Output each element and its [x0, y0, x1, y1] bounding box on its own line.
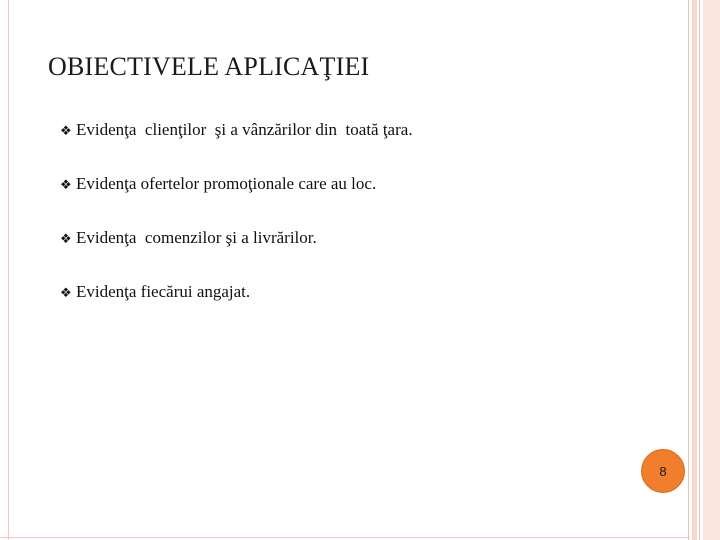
- frame-bottom-line: [0, 537, 690, 538]
- diamond-bullet-icon: ❖: [60, 285, 72, 300]
- page-number-badge: 8: [641, 449, 685, 493]
- bullet-text: Evidenţa ofertelor promoţionale care au loc.: [76, 174, 377, 193]
- bullet-item: [60, 228, 413, 282]
- bullet-item: [60, 282, 413, 336]
- decorative-stripe: [692, 0, 697, 540]
- bullet-item: [60, 120, 413, 174]
- decorative-stripe: [699, 0, 700, 540]
- bullet-list: [60, 120, 413, 336]
- bullet-item: [60, 174, 413, 228]
- bullet-text: Evidenţa fiecărui angajat.: [76, 282, 251, 301]
- frame-left-line: [8, 0, 9, 540]
- decorative-stripe: [703, 0, 720, 540]
- decorative-stripe: [688, 0, 689, 540]
- bullet-text: Evidenţa clienţilor şi a vânzărilor din toată ţara.: [76, 120, 413, 139]
- diamond-bullet-icon: ❖: [60, 231, 72, 246]
- diamond-bullet-icon: ❖: [60, 177, 72, 192]
- diamond-bullet-icon: ❖: [60, 123, 72, 138]
- bullet-text: Evidenţa comenzilor şi a livrărilor.: [76, 228, 317, 247]
- slide-title: OBIECTIVELE APLICAŢIEI: [48, 52, 370, 81]
